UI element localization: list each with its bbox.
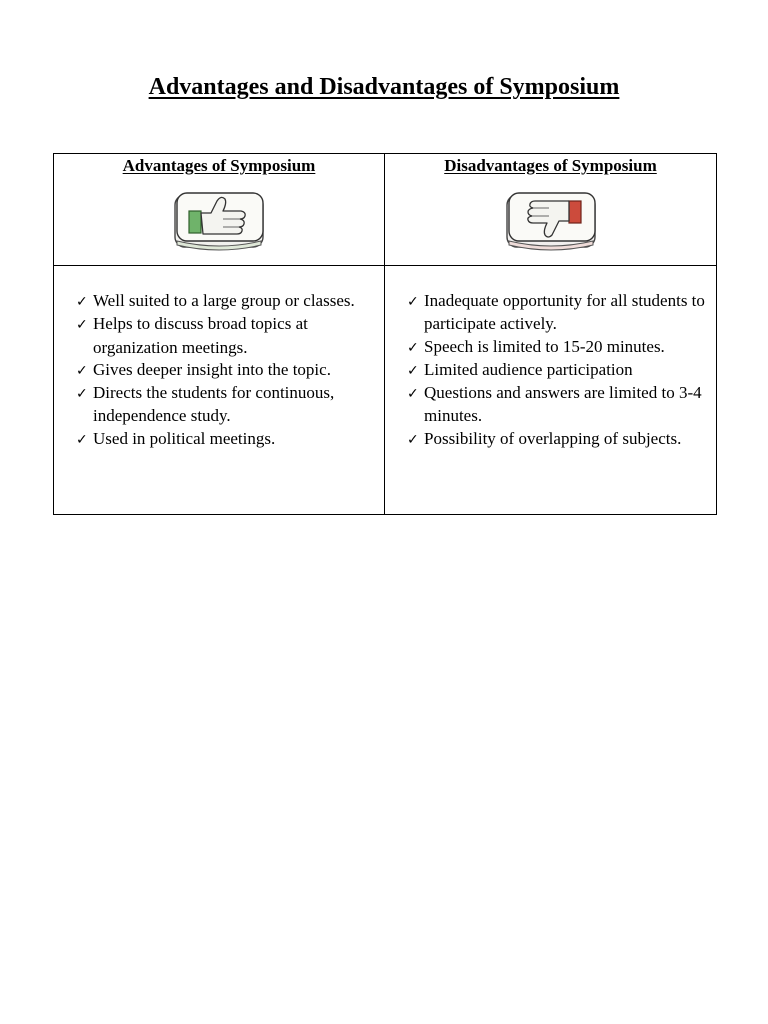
checkmark-icon: ✓	[407, 431, 419, 448]
table-body-row	[54, 266, 717, 515]
checkmark-icon: ✓	[407, 362, 419, 379]
list-item: ✓ Well suited to a large group or classes.	[76, 290, 384, 313]
list-item: ✓ Questions and answers are limited to 3-4 minutes.	[407, 383, 702, 426]
list-item: ✓ Used in political meetings.	[76, 428, 384, 451]
comparison-table	[53, 153, 717, 515]
table-header-row	[54, 154, 717, 266]
checkmark-icon: ✓	[76, 362, 88, 379]
advantages-header-cell	[54, 154, 385, 266]
advantages-heading: Advantages of Symposium	[122, 156, 316, 175]
checkmark-icon: ✓	[407, 386, 419, 403]
checkmark-icon: ✓	[76, 294, 88, 310]
document-title: Advantages and Disadvantages of Symposium	[148, 74, 620, 100]
disadvantages-heading: Disadvantages of Symposium	[444, 156, 657, 175]
thumbs-up-icon	[171, 187, 267, 253]
advantages-list	[54, 290, 384, 451]
disadvantages-list	[385, 290, 716, 451]
list-item: ✓ Possibility of overlapping of subjects.	[407, 428, 716, 451]
checkmark-icon: ✓	[76, 386, 88, 403]
checkmark-icon: ✓	[407, 294, 419, 310]
thumbs-down-icon	[503, 187, 599, 253]
advantages-list-cell	[54, 266, 385, 515]
list-item: ✓ Helps to discuss broad topics at organization meetings.	[76, 314, 308, 357]
disadvantages-header-cell	[385, 154, 717, 266]
list-item: ✓ Directs the students for continuous, independence study.	[76, 383, 335, 426]
checkmark-icon: ✓	[407, 339, 419, 356]
list-item: ✓ Gives deeper insight into the topic.	[76, 359, 384, 382]
disadvantages-list-cell	[385, 266, 717, 515]
checkmark-icon: ✓	[76, 431, 88, 448]
list-item: ✓ Speech is limited to 15-20 minutes.	[407, 336, 716, 359]
checkmark-icon: ✓	[76, 317, 88, 334]
list-item: ✓ Limited audience participation	[407, 359, 716, 382]
list-item: ✓ Inadequate opportunity for all students to participate actively.	[407, 291, 705, 334]
